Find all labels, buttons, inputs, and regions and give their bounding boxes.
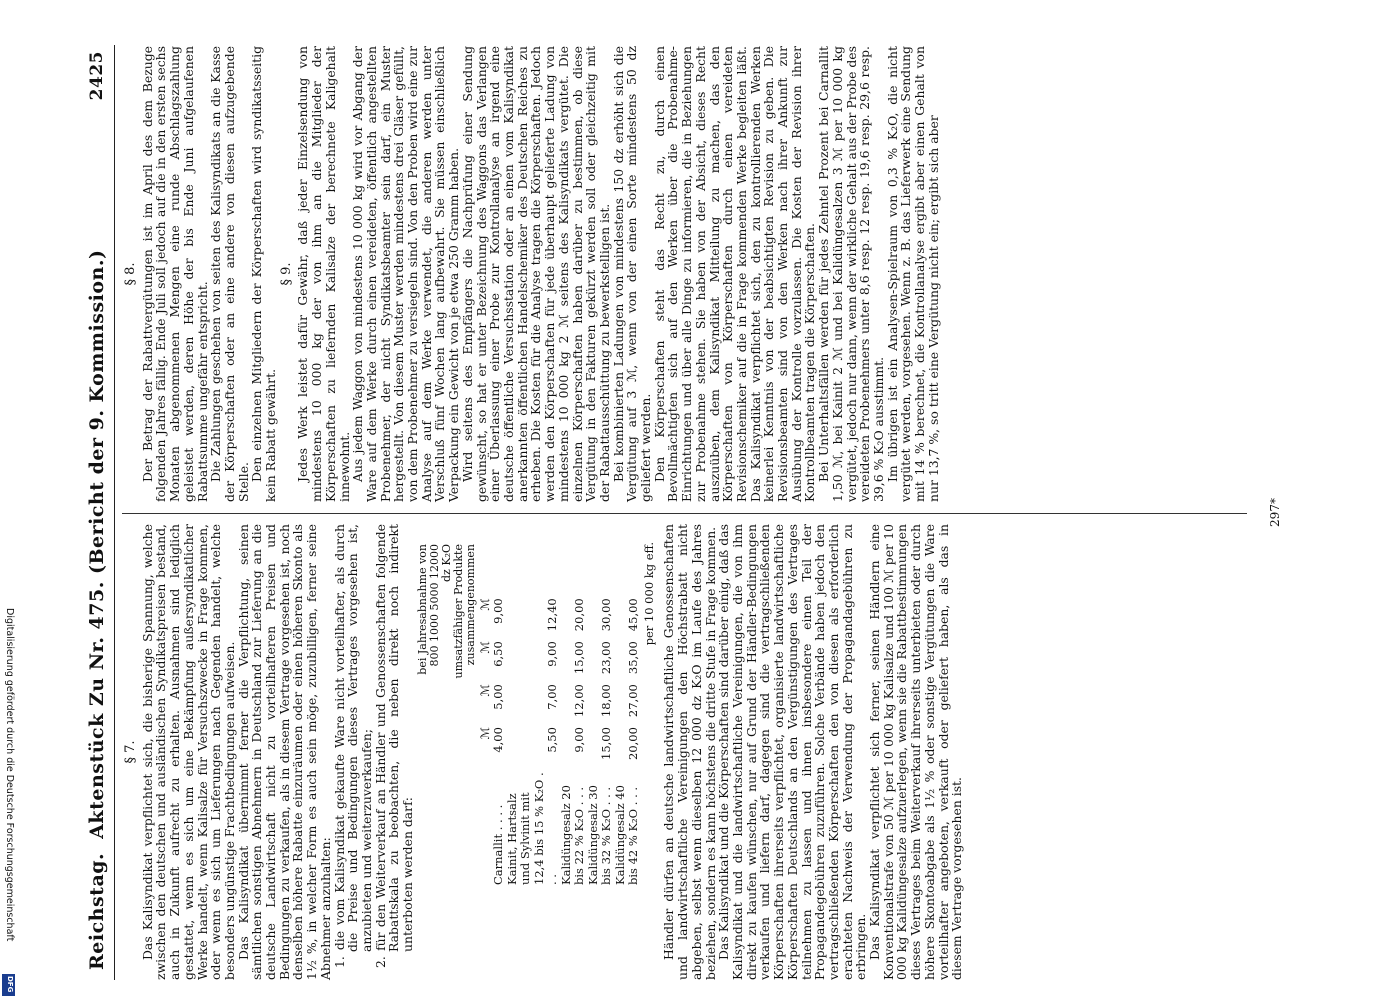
table-cell: 23,00 bbox=[599, 641, 614, 675]
note-line: 800 1000 5000 12000 bbox=[427, 544, 441, 667]
paragraph: Jedes Werk leistet dafür Gewähr, daß jeder Einzelsendung von mindestens 10 000 kg der von ihm an die Mitglieder der Körperschaften zu liefernden Kalisalze der berechnete Kaligehalt innewohnt. bbox=[295, 46, 352, 502]
section-7-title: § 7. bbox=[123, 740, 138, 764]
table-cell: 27,00 bbox=[626, 684, 641, 718]
table-cell: 7,00 bbox=[545, 684, 560, 710]
table-cell: 12,40 bbox=[545, 598, 560, 632]
table-cell: ℳ bbox=[477, 598, 492, 611]
paragraph: Der Betrag der Rabattvergütungen ist im April des dem Bezuge folgenden Jahres fällig. Ende Juli soll jedoch auf die in den ersten sechs Monaten abgenommenen Mengen eine runde Abschlagszahlung geleistet werden, deren Höhe der bis Ende Juni aufgelaufenen Rabattsumme ungefähr entspricht. bbox=[139, 46, 210, 502]
table-cell: 9,00 bbox=[572, 727, 587, 753]
paragraph: Bei Unterhaltsfällen werden für jedes Zehntel Prozent bei Carnallit 1,50 ℳ, bei Kainit 2 ℳ und bei Kalidüngesalzen 3 ℳ per 10 000 kg vergütet, jedoch nur dann, wenn der wirkliche Gehalt aus der Probe des vereideten Probenehmers unter 8,6 resp. 12 resp. 19,6 resp. 29,6 resp. 39,6 % K₂O ausstimmt. bbox=[816, 46, 886, 502]
paragraph: Den Körperschaften steht das Recht zu, durch einen Bevollmächtigten sich auf den Werken über die Probenahme-Einrichtungen und über alle Dinge zu informieren, die in Beziehungen zur Probenahme stehen. Sie haben von der Absicht, dieses Recht auszuüben, dem Kalisyndikat Mitteilung zu machen, das den Körperschaften von Körperschaften durch einen vereideten Revisionschemiker auf die in Frage kommenden Werke begleiten läßt. Das Kalisyndikat verpflichtet sich, den zu kontrollierenden Werken keinerlei Kenntnis von der beabsichtigten Revision zu geben. Die Revisionsbeamten sind von den Werken nach ihrer Ankunft zur Ausübung der Kontrolle vorzulassen. Die Kosten der Revision ihrer Kontrollbeamten tragen die Körperschaften. bbox=[651, 46, 818, 502]
note-line: bei Jahresabnahme von bbox=[415, 544, 429, 675]
logo-text: DFG bbox=[6, 976, 14, 993]
table-row-label: Kalidüngesalz 20 bis 22 % K₂O . . . bbox=[558, 785, 587, 885]
table-cell: 15,00 bbox=[599, 727, 614, 760]
table-row-label bbox=[479, 765, 493, 890]
list-item: 2. für den Weiterverkauf an Händler und Genossenschaften folgende Rabattskala zu beobachten, die neben direkt noch indirekt unterboten werden darf: bbox=[372, 524, 416, 968]
table-cell: 9,00 bbox=[491, 598, 506, 624]
paragraph: Das Kalisyndikat und die Körperschaften sind darüber einig, daß das Kalisyndikat und die landwirtschaftliche Vereinigungen, die von ihm direkt zu kaufen wünschen, nur auf Grund der Händler-Bedingungen verkaufen und liefern darf, dagegen sind die vertragschließenden Körperschaften ihrerseits verpflichtet, organisierte landwirtschaftliche Körperschaften Deutschlands an den Vergünstigungen des Vertrages teilnehmen zu lassen und ihnen insbesondere einen Teil der Propagandegebühren zuzuführen. Solche Verbände haben jedoch den vertragschließenden Körperschaften den von diesen als erforderlich erachteten Nachweis der Verwendung der Propagandagebühren zu erbringen. bbox=[716, 524, 869, 980]
paragraph: Händler dürfen an deutsche landwirtschaftliche Genossenschaften und landwirtschaftliche Vereinigungen den Höchstrabatt nicht abgeben, selbst wenn dieselben 12 000 dz K₂O im Laufe des Jahres beziehen, sondern es kann höchstens die dritte Stufe in Frage kommen. bbox=[661, 524, 718, 980]
paragraph: Im übrigen ist ein Analysen-Spielraum von 0,3 % K₂O, die nicht vergütet werden, vorgesehen. Wenn z. B. das Lieferwerk eine Sendung mit 14 % berechnet, die Kontrollanalyse ergibt aber einen Gehalt von nur 13,7 %, so tritt eine Vergütung nicht ein; ergibt sich aber bbox=[884, 46, 941, 502]
digitization-credit bbox=[3, 608, 15, 988]
note-line: umsatzfähiger Produkte bbox=[451, 544, 465, 679]
paragraph: Das Kalisyndikat verpflichtet sich, die bisherige Spannung, welche zwischen den deutschen und ausländischen Syndikatspreisen bestand, auch in Zukunft aufrecht zu erhalten. Ausnahmen sind lediglich gestattet, wenn es sich um eine Bekämpfung außersyndikatlicher Werke handelt, wenn Kalisalze für Versuchszwecke in Frage kommen, oder wenn es sich um Lieferungen nach Gegenden handelt, welche besonders ungünstige Frachtbedingungen aufweisen. bbox=[139, 524, 237, 980]
table-row-label: Kalidüngesalz 40 bis 42 % K₂O . . . bbox=[612, 785, 641, 885]
table-cell: 30,00 bbox=[599, 598, 614, 632]
table-cell: 45,00 bbox=[626, 598, 641, 632]
table-cell: 18,00 bbox=[599, 684, 614, 718]
table-cell: 9,00 bbox=[545, 641, 560, 667]
header-reichstag: Reichstag. bbox=[86, 852, 108, 970]
table-row bbox=[587, 593, 614, 890]
note-line: dz K₂O bbox=[439, 544, 453, 582]
table-cell: ℳ bbox=[477, 684, 492, 697]
dfg-logo bbox=[2, 974, 15, 996]
list-item: 1. die vom Kalisyndikat gekaufte Ware nicht vorteilhafter, als durch die Preise und Bedingungen dieses Vertrages vorgesehen ist, anzubieten und weiterzuverkaufen; bbox=[331, 524, 374, 968]
footer-page-number: 297* bbox=[1268, 498, 1282, 527]
running-header bbox=[80, 45, 115, 980]
table-cell: 12,00 bbox=[572, 684, 587, 718]
header-title: Aktenstück Zu Nr. 475. bbox=[86, 581, 108, 839]
right-column bbox=[122, 46, 940, 502]
table-cell: 4,00 bbox=[491, 727, 506, 753]
table-cell: 5,00 bbox=[491, 684, 506, 710]
header-aktenstueck bbox=[86, 100, 108, 839]
rebate-table bbox=[479, 593, 641, 890]
table-row-label: Kalidüngesalz 30 bis 32 % K₂O . . . bbox=[585, 785, 614, 885]
left-column bbox=[122, 524, 964, 980]
paragraph: Das Kalisyndikat verpflichtet sich ferner, seinen Händlern eine Konventionalstrafe von 50 ℳ per 10 000 kg Kalisalze und 100 ℳ per 10 000 kg Kalidüngesalze aufzuerlegen, wenn sie die Rabattbestimmungen dieses Vertrages beim Weiterverkauf ihrerseits unterbieten oder durch höhere Skontoabgabe als 1½ % oder sonstige Vergütungen die Ware vorteilhafter angeboten, verkauft oder geliefert haben, als das in diesem Vertrage vorgesehen ist. bbox=[867, 524, 965, 980]
table-cell: 35,00 bbox=[626, 641, 641, 675]
column-divider bbox=[122, 513, 1247, 514]
table-row bbox=[479, 593, 493, 890]
paragraph: Die Zahlungen geschehen von seiten des Kalisyndikats an die Kasse der Körperschaften oder an eine andere von diesen aufzugebende Stelle. bbox=[208, 46, 251, 502]
document-sheet bbox=[80, 45, 1290, 980]
table-row bbox=[614, 593, 641, 890]
table-row bbox=[492, 593, 506, 890]
table-row-label: Carnallit . . . . bbox=[491, 804, 506, 885]
table-cell: 20,00 bbox=[626, 727, 641, 760]
paragraph: Aus jedem Waggon von mindestens 10 000 kg wird vor Abgang der Ware auf dem Werke durch einen vereideten, öffentlich angestellten Probenehmer, der nicht Syndikatsbeamter sein darf, ein Muster hergestellt. Von diesem Muster werden mindestens drei Gläser gefüllt, von dem Probenehmer zu versiegeln sind. Von den Proben wird eine zur Analyse auf dem Werke verwendet, die anderen werden unter Verschluß fünf Wochen lang aufbewahrt. Sie müssen einschließlich Verpackung ein Gewicht von je etwa 250 Gramm haben. bbox=[350, 46, 462, 502]
table-cell: ℳ bbox=[477, 727, 492, 740]
paragraph: Bei kombinierten Ladungen von mindestens 150 dz erhöht sich die Vergütung auf 3 ℳ, wenn von der einen Sorte mindestens 50 dz geliefert werden. bbox=[610, 46, 654, 502]
table-note bbox=[417, 524, 477, 980]
table-cell: 5,50 bbox=[545, 727, 560, 753]
note-line: zusammengenommen bbox=[463, 544, 477, 666]
table-cell: 6,50 bbox=[491, 641, 506, 667]
paragraph: Wird seitens des Empfängers die Nachprüfung einer Sendung gewünscht, so hat er unter Bezeichnung des Waggons das Verlangen einer Überlassung einer Probe zur Kontrollanalyse an irgend eine deutsche öffentliche Versuchsstation oder an einen vom Kalisyndikat anerkannten öffentlichen Handelschemiker des Deutschen Reiches zu erheben. Die Kosten für die Analyse tragen die Körperschaften. Jedoch werden den Körperschaften für jede überhaupt gelieferte Ladung von mindestens 10 000 kg 2 ℳ seitens des Kalisyndikats vergütet. Die einzelnen Körperschaften haben darüber zu bestimmen, ob diese Vergütung in den Fakturen gekürzt werden soll oder gleichzeitig mit der Rabattausschüttung zu bewerkstelligen ist. bbox=[459, 46, 612, 502]
table-row-label: Kainit, Hartsalz und Sylvinit mit 12,4 bis 15 % K₂O . . . bbox=[504, 772, 560, 885]
table-cell: 20,00 bbox=[572, 598, 587, 632]
table-unit: per 10 000 kg eff. bbox=[641, 542, 656, 646]
credit-text: Digitalisierung gefördert durch die Deutsche Forschungsgemeinschaft bbox=[4, 608, 15, 942]
paragraph: Das Kalisyndikat übernimmt ferner die Verpflichtung, seinen sämtlichen sonstigen Abnehmern in Deutschland zur Lieferung an die deutsche Landwirtschaft nicht zu vorteilhafteren Preisen und Bedingungen zu verkaufen, als in diesem Vertrage vorgesehen ist, noch denselben höhere Rabatte einzuräumen oder einen höheren Skonto als 1½ %, in welcher Form es auch sein möge, zuzubilligen, ferner seine Abnehmer anzuhalten: bbox=[235, 524, 333, 980]
table-cell: 15,00 bbox=[572, 641, 587, 675]
header-page-number: 2425 bbox=[87, 51, 107, 101]
section-8-title: § 8. bbox=[123, 262, 138, 286]
header-paren: (Bericht der 9. Kommission.) bbox=[86, 249, 108, 575]
paragraph: Den einzelnen Mitgliedern der Körperschaften wird syndikatsseitig kein Rabatt gewährt. bbox=[249, 46, 279, 502]
table-cell: ℳ bbox=[477, 641, 492, 654]
table-row bbox=[506, 593, 560, 890]
table-row bbox=[560, 593, 587, 890]
section-9-title: § 9. bbox=[278, 262, 294, 286]
